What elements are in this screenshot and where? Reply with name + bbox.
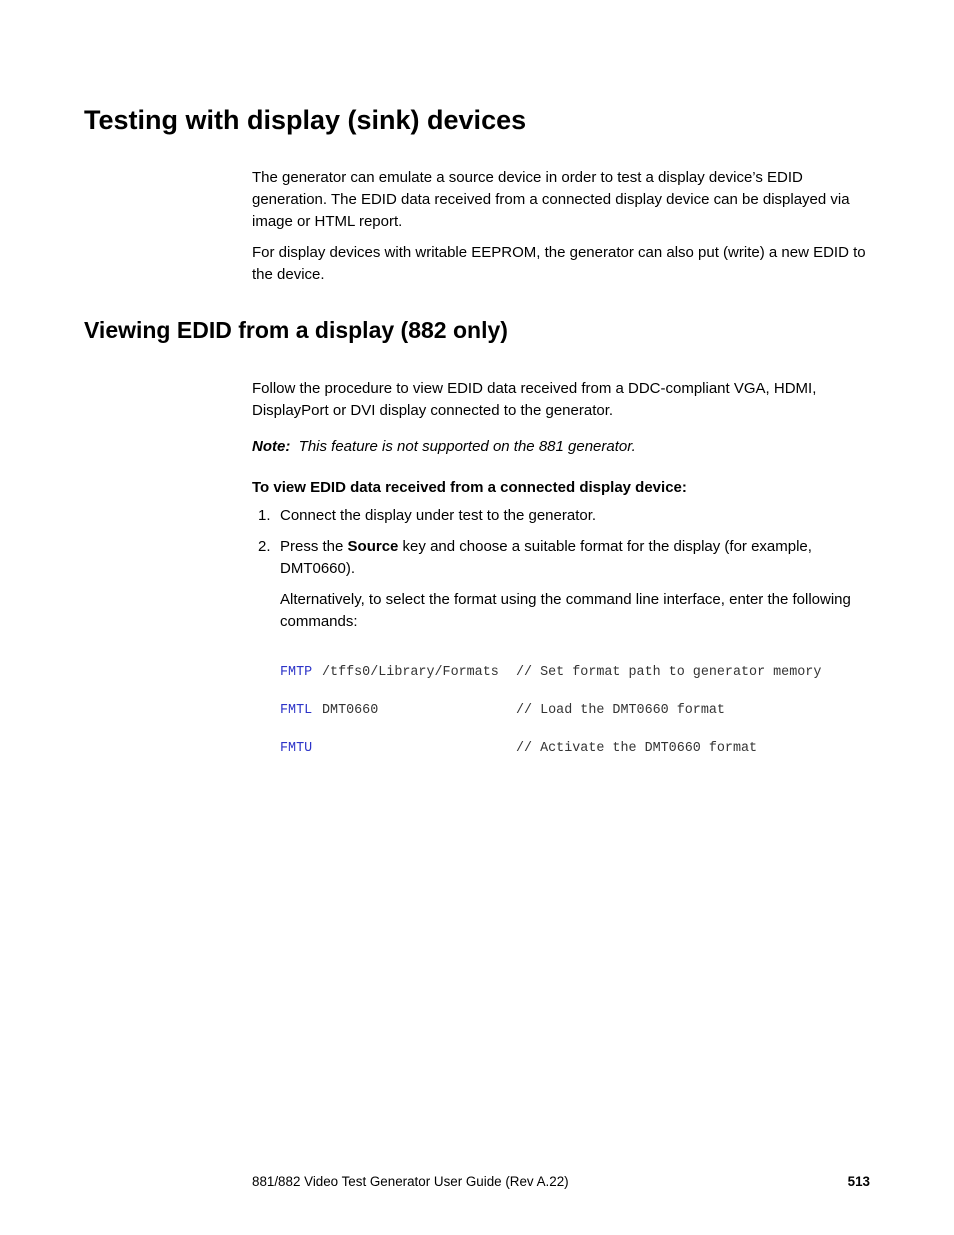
command-keyword: FMTL	[280, 703, 313, 718]
code-line	[280, 663, 821, 682]
code-line	[280, 701, 821, 720]
alternative-paragraph: Alternatively, to select the format using the command line interface, enter the following commands:	[280, 591, 851, 630]
page-title: Testing with display (sink) devices	[84, 105, 527, 135]
command-keyword: FMTU	[280, 741, 313, 756]
procedure-intro-paragraph: Follow the procedure to view EDID data received from a DDC-compliant VGA, HDMI, DisplayPort or DVI display connected to the generator.	[252, 380, 817, 419]
step-text-before: Press the	[280, 538, 348, 555]
command-argument: DMT0660	[322, 703, 379, 718]
command-comment: // Load the DMT0660 format	[516, 703, 725, 718]
code-line	[280, 739, 821, 758]
command-comment: // Activate the DMT0660 format	[516, 741, 758, 756]
step-text	[280, 536, 872, 580]
footer-page-number: 513	[847, 1174, 870, 1189]
command-argument: /tffs0/Library/Formats	[322, 665, 499, 680]
code-block	[280, 644, 821, 777]
note-label: Note:	[252, 438, 291, 455]
source-key-label: Source	[347, 538, 399, 555]
step-number: 1.	[258, 507, 271, 524]
procedure-heading: To view EDID data received from a connected display device:	[252, 479, 687, 496]
command-comment: // Set format path to generator memory	[516, 665, 822, 680]
list-item	[252, 505, 872, 527]
list-item	[252, 536, 872, 580]
note-text: This feature is not supported on the 881 generator.	[298, 438, 636, 455]
step-number: 2.	[258, 538, 271, 555]
step-text: Connect the display under test to the generator.	[280, 507, 597, 524]
eeprom-paragraph: For display devices with writable EEPROM, the generator can also put (write) a new EDID to the device.	[252, 244, 866, 283]
note	[252, 436, 636, 458]
intro-paragraph: The generator can emulate a source device in order to test a display device’s EDID generation. The EDID data received from a connected display device can be displayed via image or HTML report.	[252, 169, 850, 230]
section-heading: Viewing EDID from a display (882 only)	[84, 317, 508, 343]
command-keyword: FMTP	[280, 665, 313, 680]
step-text-after: key and choose a suitable format for the display (for example, DMT0660).	[280, 538, 812, 577]
footer-document-title: 881/882 Video Test Generator User Guide (Rev A.22)	[252, 1174, 569, 1189]
